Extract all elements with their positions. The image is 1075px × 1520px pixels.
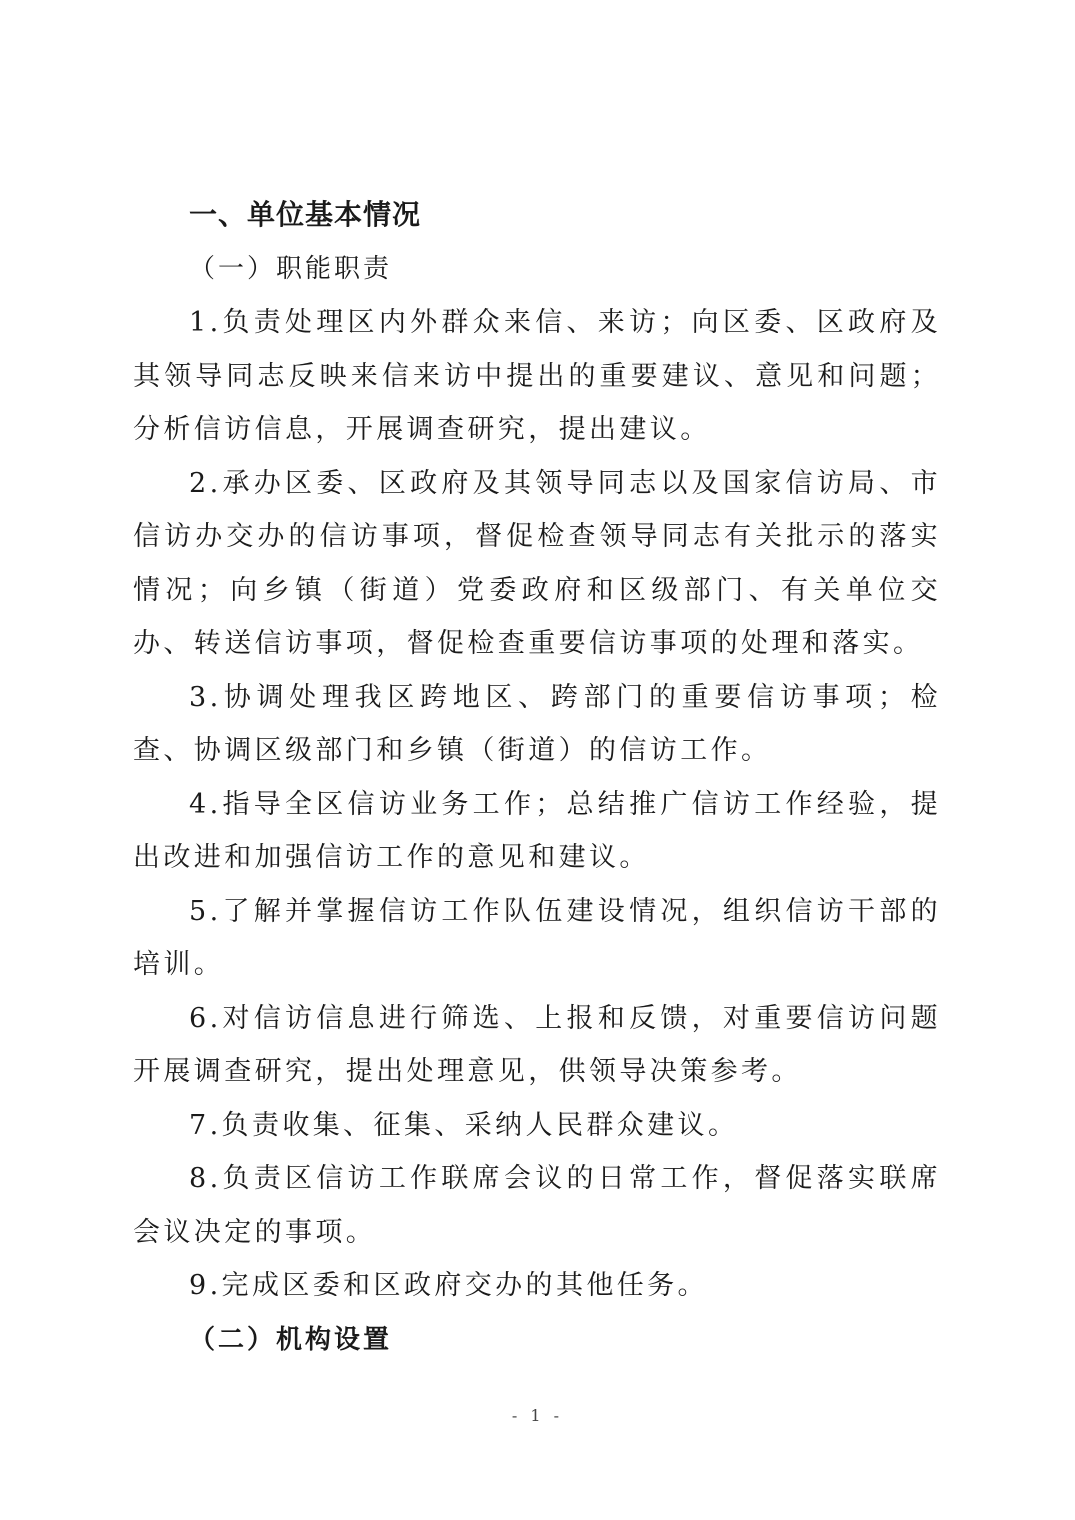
- duty-paragraph-4: 4.指导全区信访业务工作；总结推广信访工作经验，提出改进和加强信访工作的意见和建议。: [133, 788, 941, 873]
- duty-paragraph-5: 5.了解并掌握信访工作队伍建设情况，组织信访干部的培训。: [133, 895, 941, 980]
- duty-paragraph-9: 9.完成区委和区政府交办的其他任务。: [189, 1270, 708, 1301]
- duty-paragraph-7: 7.负责收集、征集、采纳人民群众建议。: [189, 1109, 739, 1141]
- duty-paragraph-1: 1.负责处理区内外群众来信、来访；向区委、区政府及其领导同志反映来信来访中提出的重要建议、意见和问题；分析信访信息，开展调查研究，提出建议。: [133, 307, 941, 445]
- subsection-title-organization: （二）机构设置: [189, 1324, 393, 1355]
- section-title: 一、单位基本情况: [189, 198, 422, 231]
- duty-paragraph-8: 8.负责区信访工作联席会议的日常工作，督促落实联席会议决定的事项。: [133, 1163, 941, 1248]
- duty-paragraph-6: 6.对信访信息进行筛选、上报和反馈，对重要信访问题开展调查研究，提出处理意见，供领导决策参考。: [133, 1002, 941, 1087]
- page-number: - 1 -: [511, 1406, 564, 1425]
- duty-paragraph-2: 2.承办区委、区政府及其领导同志以及国家信访局、市信访办交办的信访事项，督促检查领导同志有关批示的落实情况；向乡镇（街道）党委政府和区级部门、有关单位交办、转送信访事项，督促检查重要信访事项的处理和落实。: [133, 467, 941, 659]
- document-body: [133, 188, 941, 1367]
- subsection-title-duties: （一）职能职责: [189, 254, 393, 284]
- duty-paragraph-3: 3.协调处理我区跨地区、跨部门的重要信访事项；检查、协调区级部门和乡镇（街道）的信访工作。: [133, 681, 941, 766]
